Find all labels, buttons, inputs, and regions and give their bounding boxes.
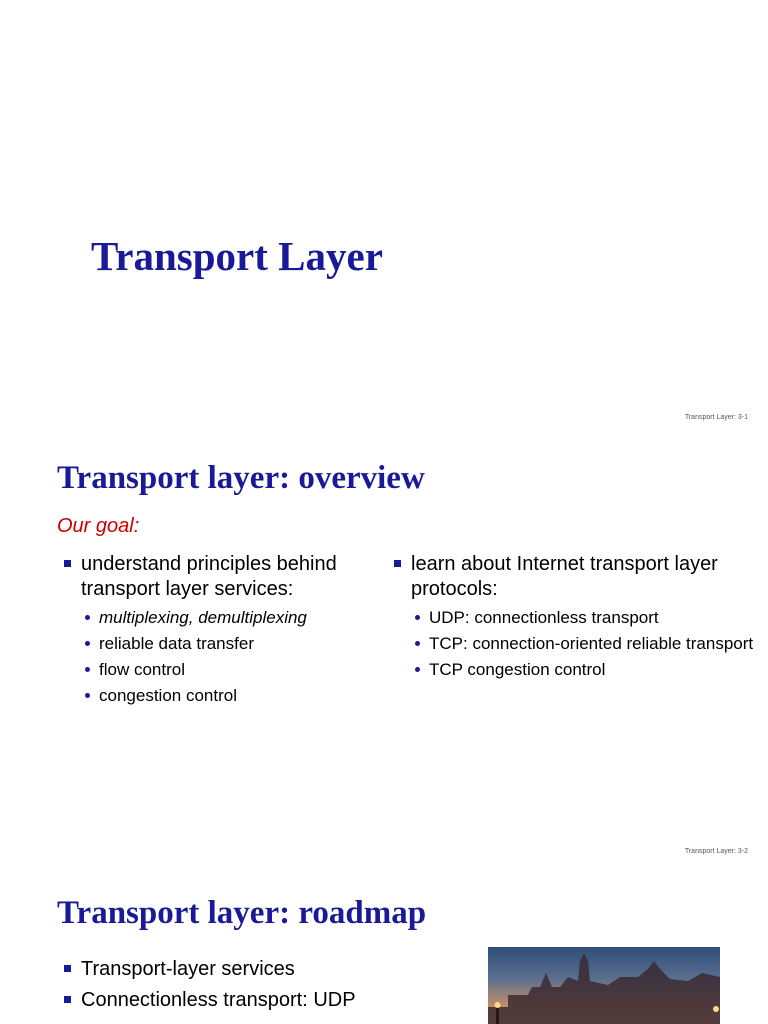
square-bullet-icon — [64, 996, 71, 1003]
sub-bullet-text: TCP: connection-oriented reliable transport — [429, 634, 754, 653]
roadmap-item-text: Connectionless transport: UDP — [81, 988, 356, 1011]
square-bullet-icon — [394, 560, 401, 567]
goal-label: Our goal: — [57, 515, 140, 537]
roadmap-item — [64, 988, 356, 1013]
bullet-understand-principles — [64, 552, 364, 706]
sub-bullet-item — [411, 659, 754, 680]
sub-bullet-item — [81, 685, 364, 706]
left-column — [64, 552, 364, 711]
sub-bullet-text: UDP: connectionless transport — [429, 608, 659, 627]
dot-bullet-icon — [415, 667, 420, 672]
building-silhouette-icon — [488, 947, 720, 1024]
sub-bullet-item — [81, 659, 364, 680]
slide-2-footer: Transport Layer: 3-2 — [684, 848, 748, 855]
sub-bullet-text: multiplexing, demultiplexing — [99, 608, 307, 627]
slide-3 — [0, 860, 768, 1024]
sub-bullet-text: flow control — [99, 660, 185, 679]
dot-bullet-icon — [85, 667, 90, 672]
sub-bullet-text: congestion control — [99, 686, 237, 705]
roadmap-item-text: Transport-layer services — [81, 958, 295, 980]
roadmap-item — [64, 957, 356, 982]
dot-bullet-icon — [85, 615, 90, 620]
slide-2-title: Transport layer: overview — [57, 460, 425, 496]
bullet-text: learn about Internet transport layer protocols: — [411, 553, 718, 600]
slide-3-title: Transport layer: roadmap — [57, 895, 427, 931]
right-column — [394, 552, 754, 685]
slide-1 — [0, 0, 768, 430]
dot-bullet-icon — [415, 641, 420, 646]
sub-bullet-item — [81, 607, 364, 628]
sub-bullet-item — [81, 633, 364, 654]
city-skyline-photo — [488, 947, 720, 1024]
sub-bullet-text: TCP congestion control — [429, 660, 606, 679]
roadmap-list — [64, 957, 356, 1018]
sub-bullet-item — [411, 607, 754, 628]
bullet-text: understand principles behind transport layer services: — [81, 553, 337, 600]
square-bullet-icon — [64, 560, 71, 567]
dot-bullet-icon — [85, 693, 90, 698]
square-bullet-icon — [64, 965, 71, 972]
slide-1-title: Transport Layer — [91, 233, 383, 279]
sub-bullet-item — [411, 633, 754, 654]
dot-bullet-icon — [415, 615, 420, 620]
dot-bullet-icon — [85, 641, 90, 646]
slide-2 — [0, 430, 768, 860]
sub-bullet-text: reliable data transfer — [99, 634, 254, 653]
slide-1-footer: Transport Layer: 3-1 — [684, 414, 748, 421]
bullet-learn-protocols — [394, 552, 754, 680]
